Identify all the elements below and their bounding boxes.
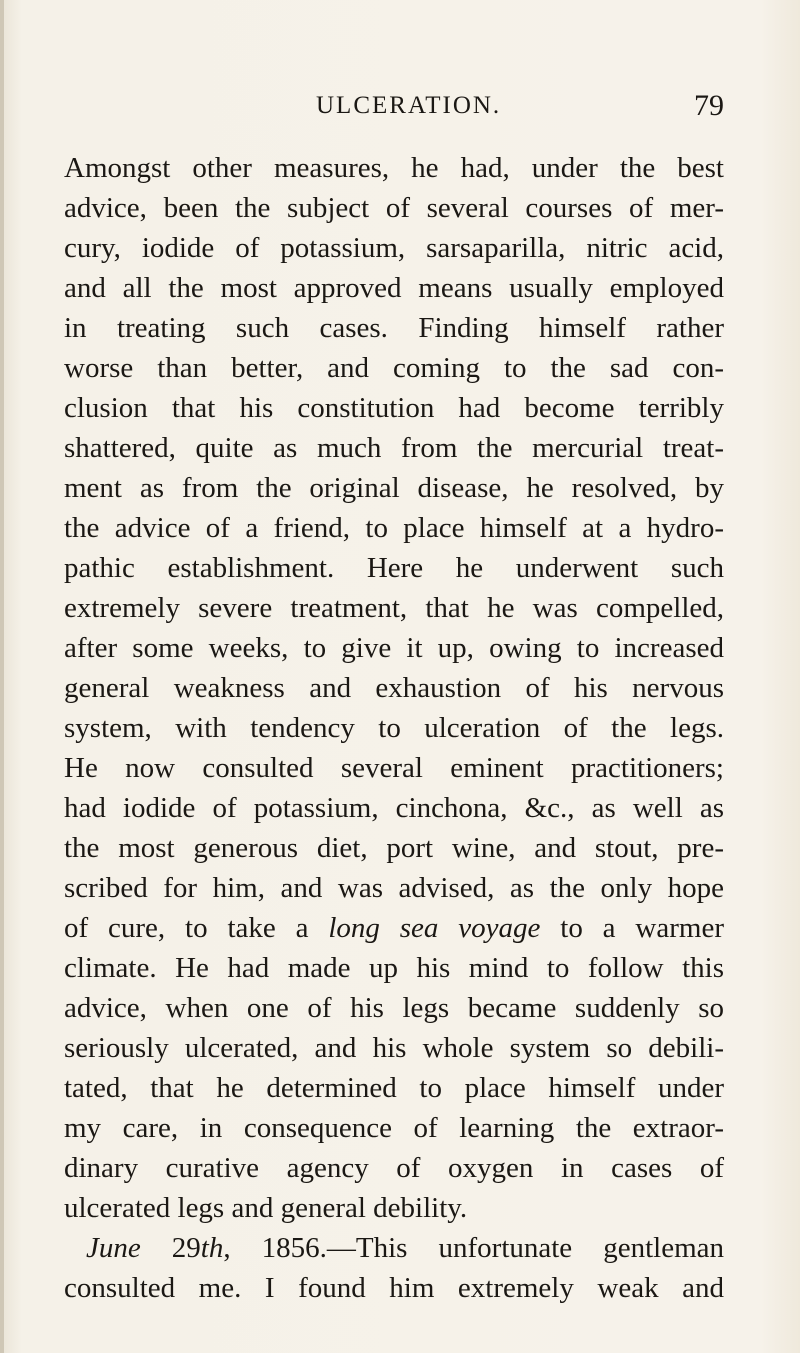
entry-date-day: 29	[171, 1232, 201, 1264]
text-line: shattered, quite as much from the mercurial treat-	[64, 432, 724, 464]
text-line: advice, when one of his legs became suddenly so	[64, 992, 724, 1024]
text-fragment: to a warmer	[540, 912, 724, 944]
italic-phrase: long sea voyage	[328, 912, 541, 944]
page-edge	[0, 0, 4, 1353]
text-line: advice, been the subject of several courses of mer-	[64, 192, 724, 224]
text-line: pathic establishment. Here he underwent such	[64, 552, 724, 584]
text-line: system, with tendency to ulceration of the legs.	[64, 712, 724, 744]
body-text	[64, 148, 724, 1308]
text-line: worse than better, and coming to the sad con-	[64, 352, 724, 384]
text-line: extremely severe treatment, that he was compelled,	[64, 592, 724, 624]
text-line: cury, iodide of potassium, sarsaparilla, nitric acid,	[64, 232, 724, 264]
text-line: He now consulted several eminent practitioners;	[64, 752, 724, 784]
text-line: general weakness and exhaustion of his nervous	[64, 672, 724, 704]
text-line: the advice of a friend, to place himself at a hydro-	[64, 512, 724, 544]
text-line: clusion that his constitution had become terribly	[64, 392, 724, 424]
text-line: dinary curative agency of oxygen in cases of	[64, 1152, 724, 1184]
running-head	[64, 89, 724, 132]
page-number: 79	[694, 89, 724, 122]
text-line: scribed for him, and was advised, as the only hope	[64, 872, 724, 904]
text-line: ment as from the original disease, he resolved, by	[64, 472, 724, 504]
text-line: the most generous diet, port wine, and stout, pre-	[64, 832, 724, 864]
entry-date-suffix: th	[200, 1232, 224, 1264]
text-line: had iodide of potassium, cinchona, &c., as well as	[64, 792, 724, 824]
entry-text: , 1856.—This unfortunate gentleman	[223, 1232, 725, 1264]
text-line: Amongst other measures, he had, under the best	[64, 152, 724, 184]
dated-entry-line	[64, 1228, 724, 1268]
text-line: tated, that he determined to place himself under	[64, 1072, 724, 1104]
text-line: my care, in consequence of learning the extraor-	[64, 1112, 724, 1144]
paragraph-end-line: ulcerated legs and general debility.	[64, 1192, 468, 1224]
text-line: climate. He had made up his mind to follow this	[64, 952, 724, 984]
text-fragment: of cure, to take a	[64, 912, 329, 944]
text-line: in treating such cases. Finding himself rather	[64, 312, 724, 344]
running-title: ULCERATION.	[316, 92, 502, 119]
text-line: seriously ulcerated, and his whole system so debili-	[64, 1032, 724, 1064]
text-line: and all the most approved means usually employed	[64, 272, 724, 304]
text-line: after some weeks, to give it up, owing to increased	[64, 632, 724, 664]
text-line: consulted me. I found him extremely weak and	[64, 1272, 724, 1304]
entry-date-month: June	[86, 1232, 141, 1264]
text-line-with-italic	[64, 908, 724, 948]
